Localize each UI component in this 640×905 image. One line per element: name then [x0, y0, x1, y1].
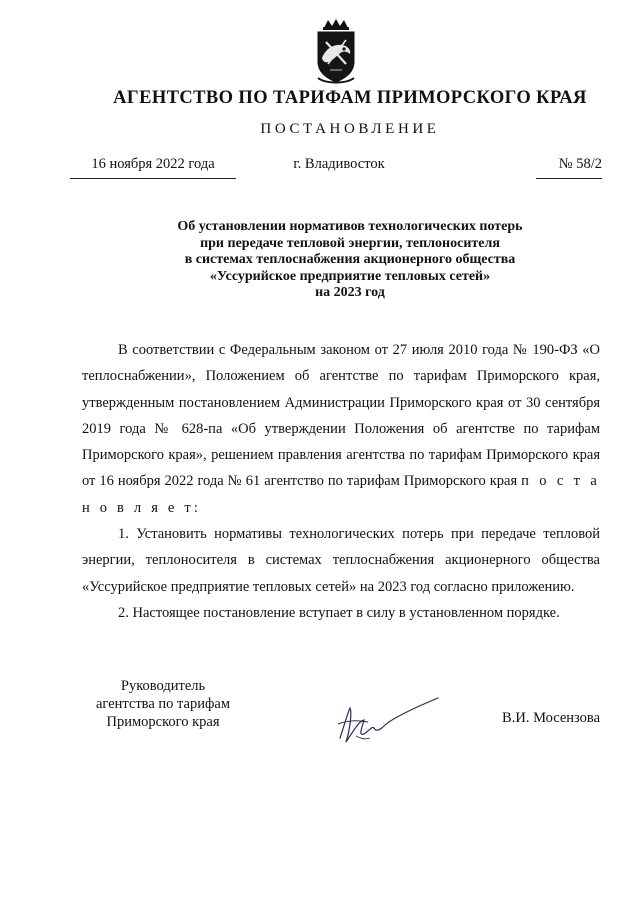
resolves-text: п о с т а н о в л я е т: [82, 473, 600, 516]
signatory-name: В.И. Мосензова [502, 710, 600, 726]
coat-of-arms-icon [304, 18, 368, 86]
item-1-paragraph: 1. Установить нормативы технологических потерь при передаче тепловой энергии, теплоносителя в системах теплоснабжения акционерного общества «Уссурийское предприятие тепловых сетей» на 2023 год согласно приложению. [82, 526, 600, 595]
position-line: агентства по тарифам [96, 696, 230, 712]
subject-line: Об установлении нормативов технологических потерь [177, 219, 523, 234]
agency-title: АГЕНТСТВО ПО ТАРИФАМ ПРИМОРСКОГО КРАЯ [113, 88, 587, 108]
position-line: Руководитель [120, 678, 206, 694]
document-number: № 58/2 [558, 156, 602, 172]
document-date: 16 ноября 2022 года [91, 156, 215, 172]
handwritten-signature-icon [334, 690, 444, 752]
position-line: Приморского края [106, 714, 220, 730]
document-city: г. Владивосток [293, 156, 385, 172]
document-subject [60, 219, 640, 302]
signatory-position [80, 677, 246, 731]
subject-line: «Уссурийское предприятие тепловых сетей» [209, 268, 491, 284]
subject-line: при передаче тепловой энергии, теплоносителя [200, 235, 500, 251]
item-2-paragraph: 2. Настоящее постановление вступает в силу в установленном порядке. [118, 604, 560, 621]
date-underline [70, 178, 236, 179]
preamble-text: В соответствии с Федеральным законом от 27 июля 2010 года № 190-ФЗ «О теплоснабжении», Положением об агентстве по тарифам Приморского края, утвержденным постановлением Администрации Приморского края от 30 сентября 2019 года № 628-па «Об утверждении Положения об агентстве по тарифам Приморского края», решением правления агентства по тарифам Приморского края от 16 ноября 2022 года № 61 агентство по тарифам Приморского края [82, 342, 600, 490]
subject-line: на 2023 год [315, 285, 385, 301]
document-body [82, 337, 600, 626]
number-underline [536, 178, 602, 179]
document-type: ПОСТАНОВЛЕНИЕ [260, 121, 440, 137]
subject-line: в системах теплоснабжения акционерного общества [184, 252, 516, 268]
preamble-paragraph [82, 337, 600, 521]
